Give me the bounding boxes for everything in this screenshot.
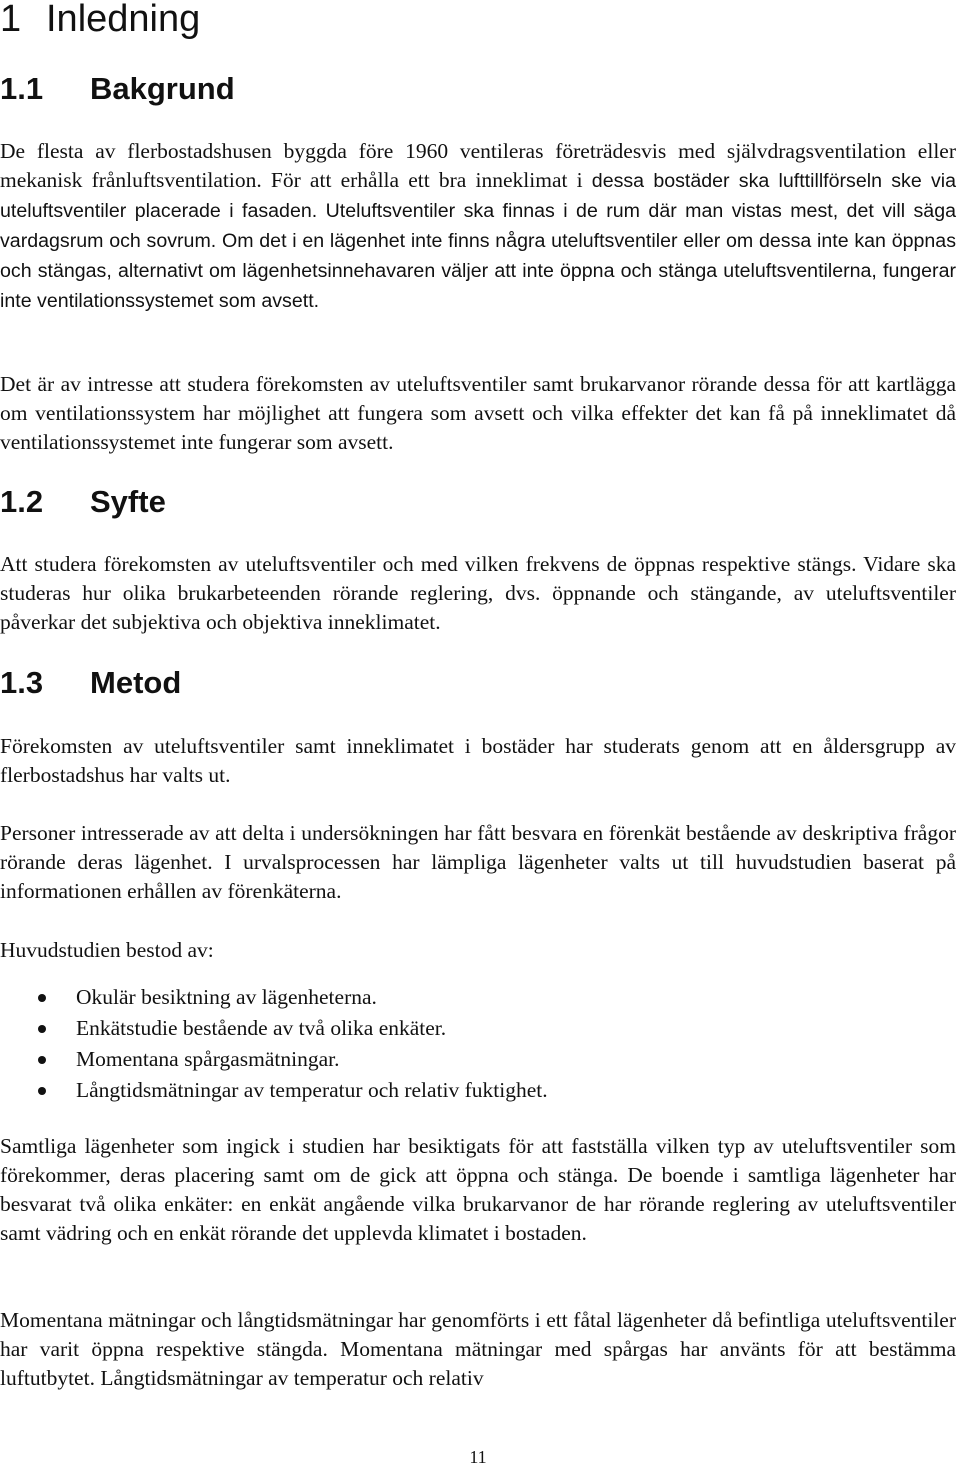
metod-paragraph-3: Huvudstudien bestod av: <box>0 938 214 962</box>
syfte-paragraph-1: Att studera förekomsten av uteluftsventiler och med vilken frekvens de öppnas respektive stängs. Vidare ska studeras hur olika brukarbeteenden rörande reglering, dvs. öppnande och stängande, av uteluftsventiler påverkar det subjektiva och objektiva inneklimatet. <box>0 552 956 634</box>
bakgrund-paragraph-1 <box>0 137 956 316</box>
section-heading-metod <box>0 664 181 702</box>
section-title: Syfte <box>90 484 166 519</box>
section-heading-syfte <box>0 483 166 521</box>
chapter-number: 1 <box>0 0 22 40</box>
list-item <box>0 982 956 1013</box>
chapter-title: Inledning <box>46 0 201 40</box>
section-title: Bakgrund <box>90 71 235 106</box>
metod-paragraph-1: Förekomsten av uteluftsventiler samt inneklimatet i bostäder har studerats genom att en åldersgrupp av flerbostadshus har valts ut. <box>0 734 956 787</box>
bullet-icon <box>38 1087 46 1095</box>
list-item <box>0 1075 956 1106</box>
chapter-heading <box>0 0 200 42</box>
bakgrund-paragraph-2: Det är av intresse att studera förekomsten av uteluftsventiler samt brukarvanor rörande dessa för att kartlägga om ventilationssystem har möjlighet att fungera som avsett och vilka effekter det kan få på inneklimatet då ventilationssystemet inte fungerar som avsett. <box>0 372 956 454</box>
list-item-text: Momentana spårgasmätningar. <box>76 1047 340 1071</box>
metod-paragraph-4: Samtliga lägenheter som ingick i studien har besiktigats för att fastställa vilken typ av uteluftsventiler som förekommer, deras placering samt om de gick att öppna och stänga. De boende i samtliga lägenheter har besvarat två olika enkäter: en enkät angående vilka brukarvanor de har rörande reglering av uteluftsventiler samt vädring och en enkät rörande det upplevda klimatet i bostaden. <box>0 1134 956 1245</box>
section-number: 1.1 <box>0 71 44 106</box>
metod-paragraph-2: Personer intresserade av att delta i undersökningen har fått besvara en förenkät bestående av deskriptiva frågor rörande deras lägenhet. I urvalsprocessen har lämpliga lägenheter valts ut till huvudstudien baserat på informationen erhållen av förenkäterna. <box>0 821 956 903</box>
list-item <box>0 1013 956 1044</box>
bullet-icon <box>38 1025 46 1033</box>
huvudstudien-bullet-list <box>0 982 956 1106</box>
list-item <box>0 1044 956 1075</box>
bullet-icon <box>38 1056 46 1064</box>
bakgrund-paragraph-1-sans: dessa bostäder ska lufttillförseln ske via uteluftsventiler placerade i fasaden. Uteluftsventiler ska finnas i de rum där man vistas mest, det vill säga vardagsrum och sovrum. Om det i en lägenhet inte finns några uteluftsventiler eller om dessa inte kan öppnas och stängas, alternativt om lägenhetsinnehavaren väljer att inte öppna och stänga uteluftsventilerna, fungerar inte ventilationssystemet som avsett. <box>0 170 956 312</box>
metod-paragraph-5: Momentana mätningar och långtidsmätningar har genomförts i ett fåtal lägenheter då befintliga uteluftsventiler har varit öppna respektive stängda. Momentana mätningar med spårgas har använts för att bestämma luftutbytet. Långtidsmätningar av temperatur och relativ <box>0 1308 956 1390</box>
section-number: 1.3 <box>0 665 44 700</box>
page-number: 11 <box>469 1447 487 1467</box>
section-heading-bakgrund <box>0 70 235 108</box>
bullet-icon <box>38 994 46 1002</box>
bakgrund-paragraph-1-serif: De flesta av flerbostadshusen byggda före 1960 ventileras företrädesvis med självdragsventilation eller mekanisk frånluftsventilation. För att erhålla ett bra inneklimat i <box>0 139 956 192</box>
list-item-text: Okulär besiktning av lägenheterna. <box>76 985 377 1009</box>
list-item-text: Långtidsmätningar av temperatur och relativ fuktighet. <box>76 1078 548 1102</box>
section-title: Metod <box>90 665 182 700</box>
list-item-text: Enkätstudie bestående av två olika enkäter. <box>76 1016 447 1040</box>
section-number: 1.2 <box>0 484 44 519</box>
